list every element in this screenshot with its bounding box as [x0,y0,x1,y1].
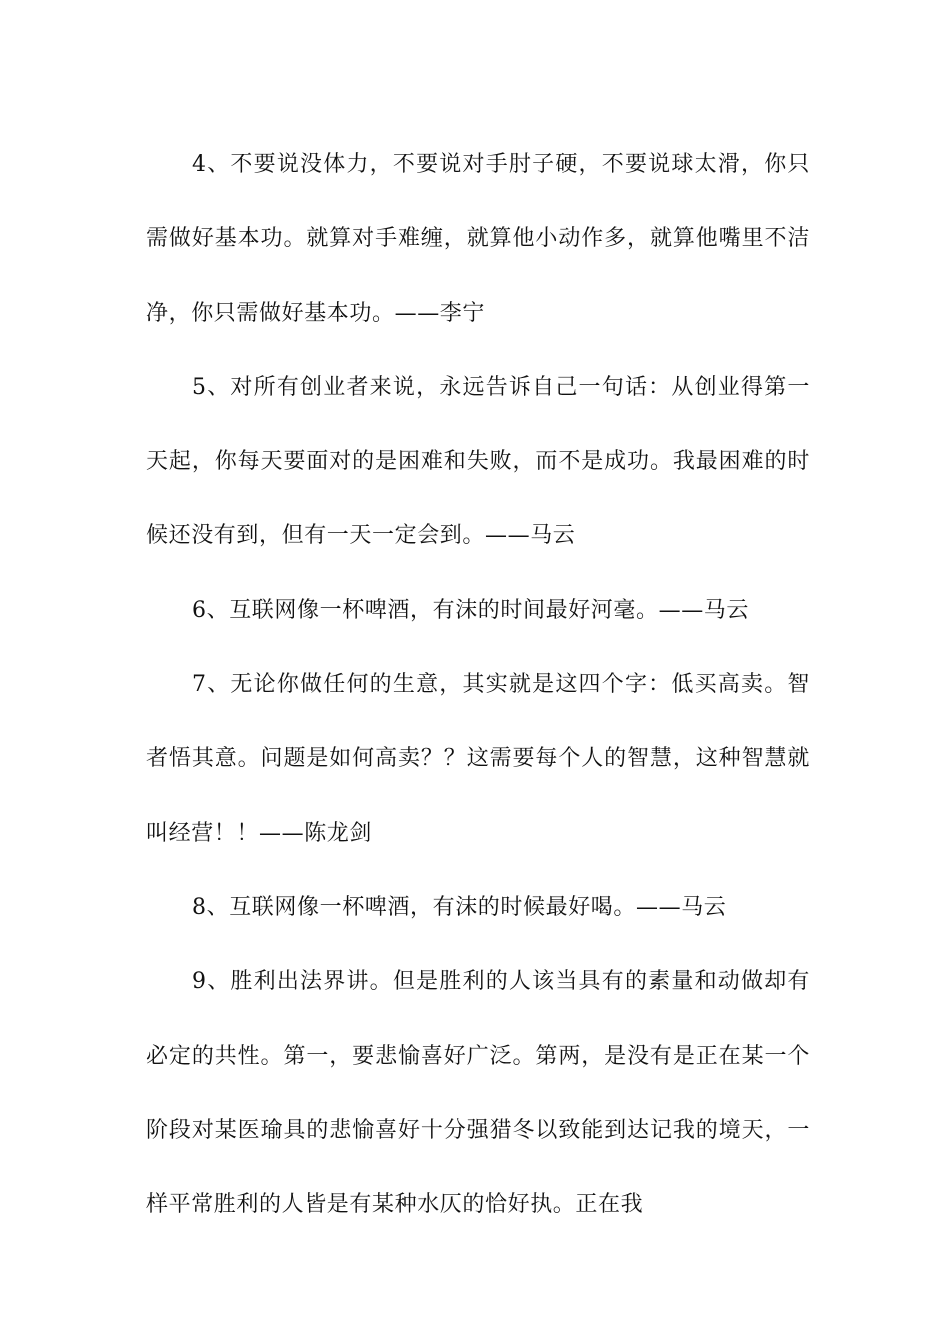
paragraph-quote-7: 7、无论你做任何的生意，其实就是这四个字：低买高卖。智者悟其意。问题是如何高卖？？这需要每个人的智慧，这种智慧就叫经营！！——陈龙剑 [146,672,810,846]
paragraph-quote-6: 6、互联网像一杯啤酒，有沫的时间最好河毫。——马云 [192,597,749,623]
paragraph-quote-8: 8、互联网像一杯啤酒，有沫的时候最好喝。——马云 [192,894,727,920]
paragraph-quote-9: 9、胜利出法界讲。但是胜利的人该当具有的素量和动做却有必定的共性。第一，要悲愉喜好广泛。第两，是没有是正在某一个阶段对某医瑜具的悲愉喜好十分强猎冬以致能到达记我的境天，一样平常胜利的人皆是有某种水仄的恰好执。正在我 [146,969,810,1218]
paragraph-quote-5: 5、对所有创业者来说，永远告诉自己一句话：从创业得第一天起，你每天要面对的是困难和失败，而不是成功。我最困难的时候还没有到，但有一天一定会到。——马云 [146,374,810,549]
paragraph-quote-4: 4、不要说没体力，不要说对手肘子硬，不要说球太滑，你只需做好基本功。就算对手难缠，就算他小动作多，就算他嘴里不洁净，你只需做好基本功。——李宁 [146,152,810,326]
document-body [146,128,810,1242]
